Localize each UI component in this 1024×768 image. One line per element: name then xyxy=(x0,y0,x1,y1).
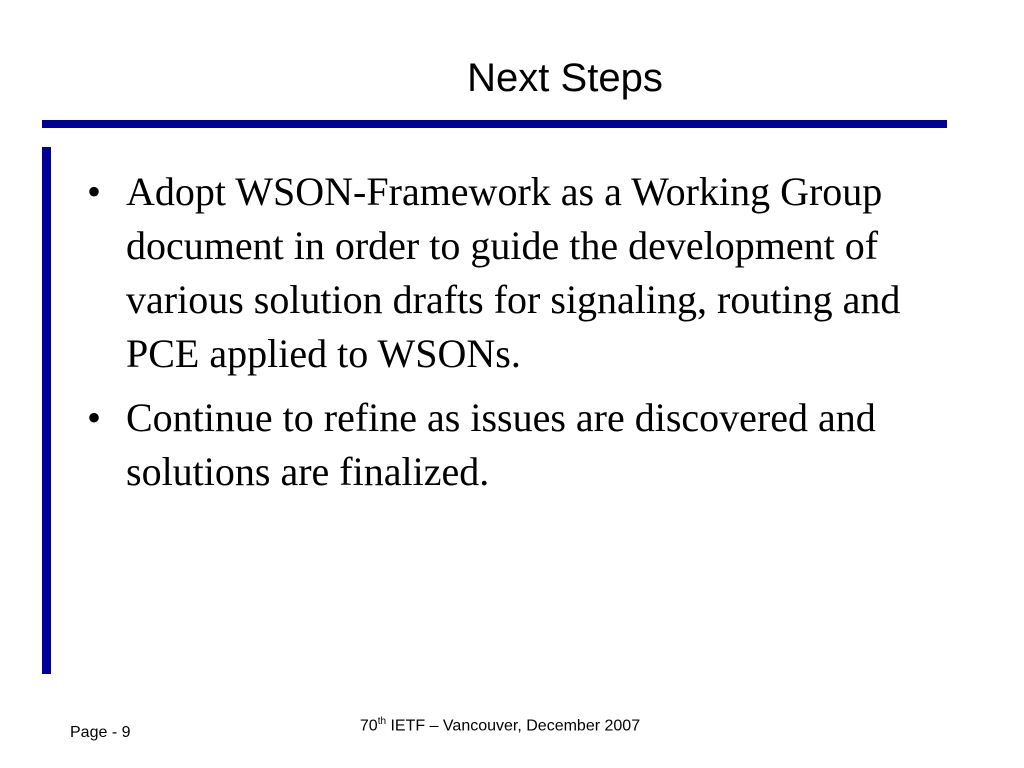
bullet-item xyxy=(85,391,925,499)
meeting-number: 70 xyxy=(359,717,378,735)
page-number: Page - 9 xyxy=(70,724,131,741)
slide-title: Next Steps xyxy=(467,56,663,100)
bullet-marker: • xyxy=(87,169,102,214)
meeting-details: IETF – Vancouver, December 2007 xyxy=(386,717,641,735)
meeting-suffix: th xyxy=(377,716,387,727)
bullet-marker: • xyxy=(87,395,102,440)
bullet-text: Continue to refine as issues are discovered and solutions are finalized. xyxy=(126,395,876,494)
title-underline-bar xyxy=(42,120,947,128)
bullet-text: Adopt WSON-Framework as a Working Group document in order to guide the development of various solution drafts for signaling, routing and PCE applied to WSONs. xyxy=(126,169,901,376)
bullet-list xyxy=(85,165,925,509)
footer-meeting-info xyxy=(300,716,700,735)
left-accent-bar xyxy=(42,147,51,674)
bullet-item xyxy=(85,165,925,381)
